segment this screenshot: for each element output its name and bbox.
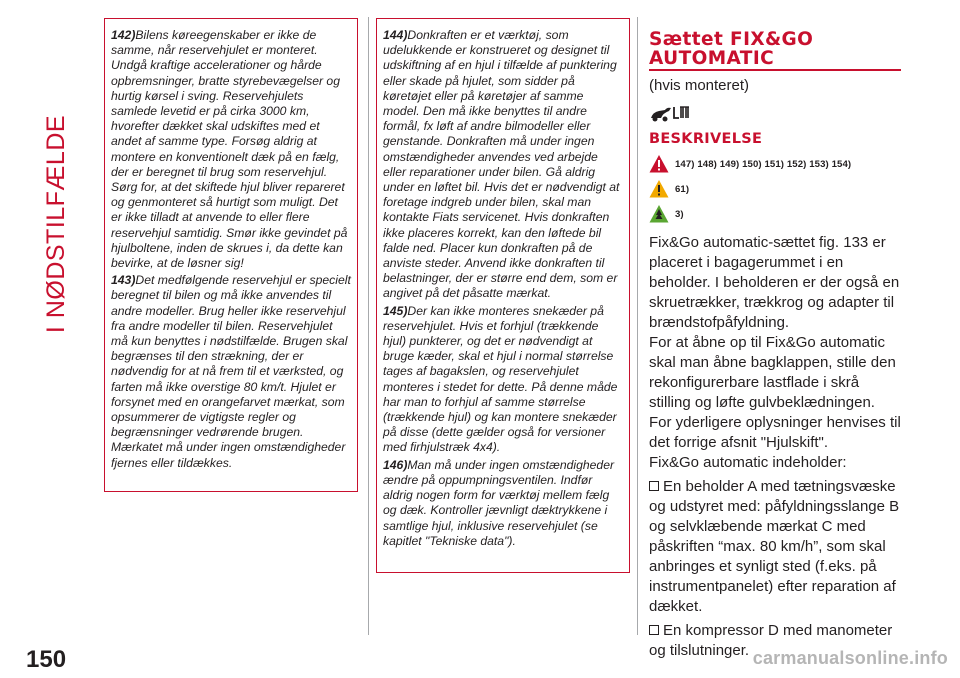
caution-reference-row [649, 178, 901, 200]
caution-warning-icon [649, 179, 669, 199]
page-number: 150 [26, 646, 67, 673]
note-number: 145) [383, 303, 408, 318]
warning-note [111, 28, 351, 271]
note-number: 143) [111, 273, 136, 288]
note-text: Det medfølgende reservehjul er specielt beregnet til bilen og må ikke anvendes til andre modeller. Brug heller ikke reservehjul fra andre modeller til bilen. Reservehjulet må kun benyttes i nødstilfælde. Brugen skal begrænses til den strækning, der er nødvendig for at nå frem til et værksted, og farten må ikke overstige 80 km/t. Hjulet er forsynet med en orangefarvet mærkat, som opsummerer de vigtigste regler og begrænsninger vedrørende brugen. Mærkatet må under ingen omstændigheder fjernes eller tildækkes. [111, 273, 351, 470]
column-divider [637, 17, 638, 635]
section-subtitle: (hvis monteret) [649, 77, 750, 94]
warning-note [383, 458, 623, 549]
checkbox-bullet-icon [649, 625, 659, 635]
warning-reference-row [649, 153, 901, 175]
warning-reference-text: 147) 148) 149) 150) 151) 152) 153) 154) [675, 158, 852, 170]
note-text: Man må under ingen omstændigheder ændre på oppumpningsventilen. Indfør aldrig nogen form for værktøj mellem fælg og dæk. Kontroller jævnligt dæktrykkene i samtlige hjul, inklusive reservehjulet (se kapitlet "Tekniske data"). [383, 457, 615, 548]
environment-reference-text: 3) [675, 208, 684, 220]
warning-note [383, 28, 623, 302]
list-item [649, 477, 901, 617]
note-number: 142) [111, 28, 136, 42]
warning-notes-box-left [104, 18, 358, 492]
danger-warning-icon [649, 154, 669, 174]
warning-note [111, 273, 351, 471]
body-paragraph: Fix&Go automatic-sættet fig. 133 er placeret i bagagerummet i en beholder. I beholderen er der også en skruetrækker, trækkrog og adapter til brændstofpåfyldning. [649, 234, 900, 331]
description-heading: BESKRIVELSE [649, 131, 763, 147]
note-number: 144) [383, 28, 408, 42]
note-text: Donkraften er et værktøj, som udelukkende er konstrueret og designet til udskiftning af en hjul i tilfælde af punktering eller skade på hjulet, som sidder på køretøjet eller på køretøjer af samme model. Den må ikke benyttes til andre formål, fx løft af andre bilmodeller eller genstande. Donkraften må under ingen omstændigheder anvendes ved arbejde eller reparationer under bilen. Gå aldrig under en løftet bil. Hvis det er nødvendigt at foretage indgreb under bilen, skal man kontakte Fiats servicenet. Hvis donkraften ikke placeres korrekt, kan den løftede bil falde ned. Placer kun donkraften på de anviste steder. Anvend ikke donkraften til belastninger, der er større end dem, som er angivet på det påsatte mærkat. [383, 28, 620, 301]
description-body [649, 233, 901, 661]
list-item-text: En kompressor D med manometer og tilslutninger. [649, 622, 893, 659]
body-paragraph: For at åbne op til Fix&Go automatic skal man åbne bagklappen, stille den rekonfigurerbare lastflade i skrå stilling og løfte gulvbeklædningen. For yderligere oplysninger henvises til det forrige afsnit "Hjulskift". [649, 334, 901, 451]
chapter-side-title-text: I NØDSTILFÆLDE [42, 114, 70, 334]
note-text: Der kan ikke monteres snekæder på reservehjulet. Hvis et forhjul (trækkende hjul) punkterer, og det er nødvendigt at bruge kæder, skal et hjul i normal størrelse tages af bagakslen, og reservehjulet monteres i stedet for dette. På denne måde har man to forhjul af samme størrelse (trækkende hjul) og kan montere snekæder på disse (dette gælder også for versioner med firhjulstræk 4x4). [383, 303, 618, 455]
column-divider [368, 17, 369, 635]
section-title-line-1: Sættet FIX&GO [649, 29, 814, 50]
section-title-line-2: AUTOMATIC [649, 48, 775, 69]
chapter-side-title [34, 24, 74, 604]
list-item-text: En beholder A med tætningsvæske og udstyret med: påfyldningsslange B og selvklæbende mærkat C med påskriften “max. 80 km/h”, som skal anbringes et synligt sted (f.eks. på instrumentpanelet) efter reparation af dækket. [649, 478, 900, 615]
section-title [649, 30, 901, 68]
eco-car-icon [649, 101, 695, 123]
checkbox-bullet-icon [649, 481, 659, 491]
note-number: 146) [383, 457, 408, 472]
right-column [649, 30, 901, 661]
environment-warning-icon [649, 204, 669, 224]
watermark: carmanualsonline.info [752, 648, 948, 668]
note-text: Bilens køreegenskaber er ikke de samme, når reservehjulet er monteret. Undgå kraftige accelerationer og hårde opbremsninger, bratte styrebevægelser og hurtig kørsel i sving. Reservehjulets samlede levetid er på cirka 3000 km, hvorefter dækket skal udskiftes med et andet af samme type. Forsøg aldrig at montere en konventionelt dæk på en fælg, der er beregnet til brug som reservehjul. Sørg for, at det skiftede hjul bliver repareret og genmonteret så hurtigt som muligt. Det er ikke tilladt at anvende to eller flere reservehjul samtidig. Smør ikke gevindet på hjulboltene, inden de skrues i, da dette kan bevirke, at de løsner sig! [111, 28, 348, 271]
environment-reference-row [649, 203, 901, 225]
symbol-row [649, 101, 901, 123]
warning-note [383, 304, 623, 456]
caution-reference-text: 61) [675, 183, 690, 195]
title-underline [649, 69, 901, 71]
warning-notes-box-middle [376, 18, 630, 573]
body-paragraph: Fix&Go automatic indeholder: [649, 454, 847, 471]
